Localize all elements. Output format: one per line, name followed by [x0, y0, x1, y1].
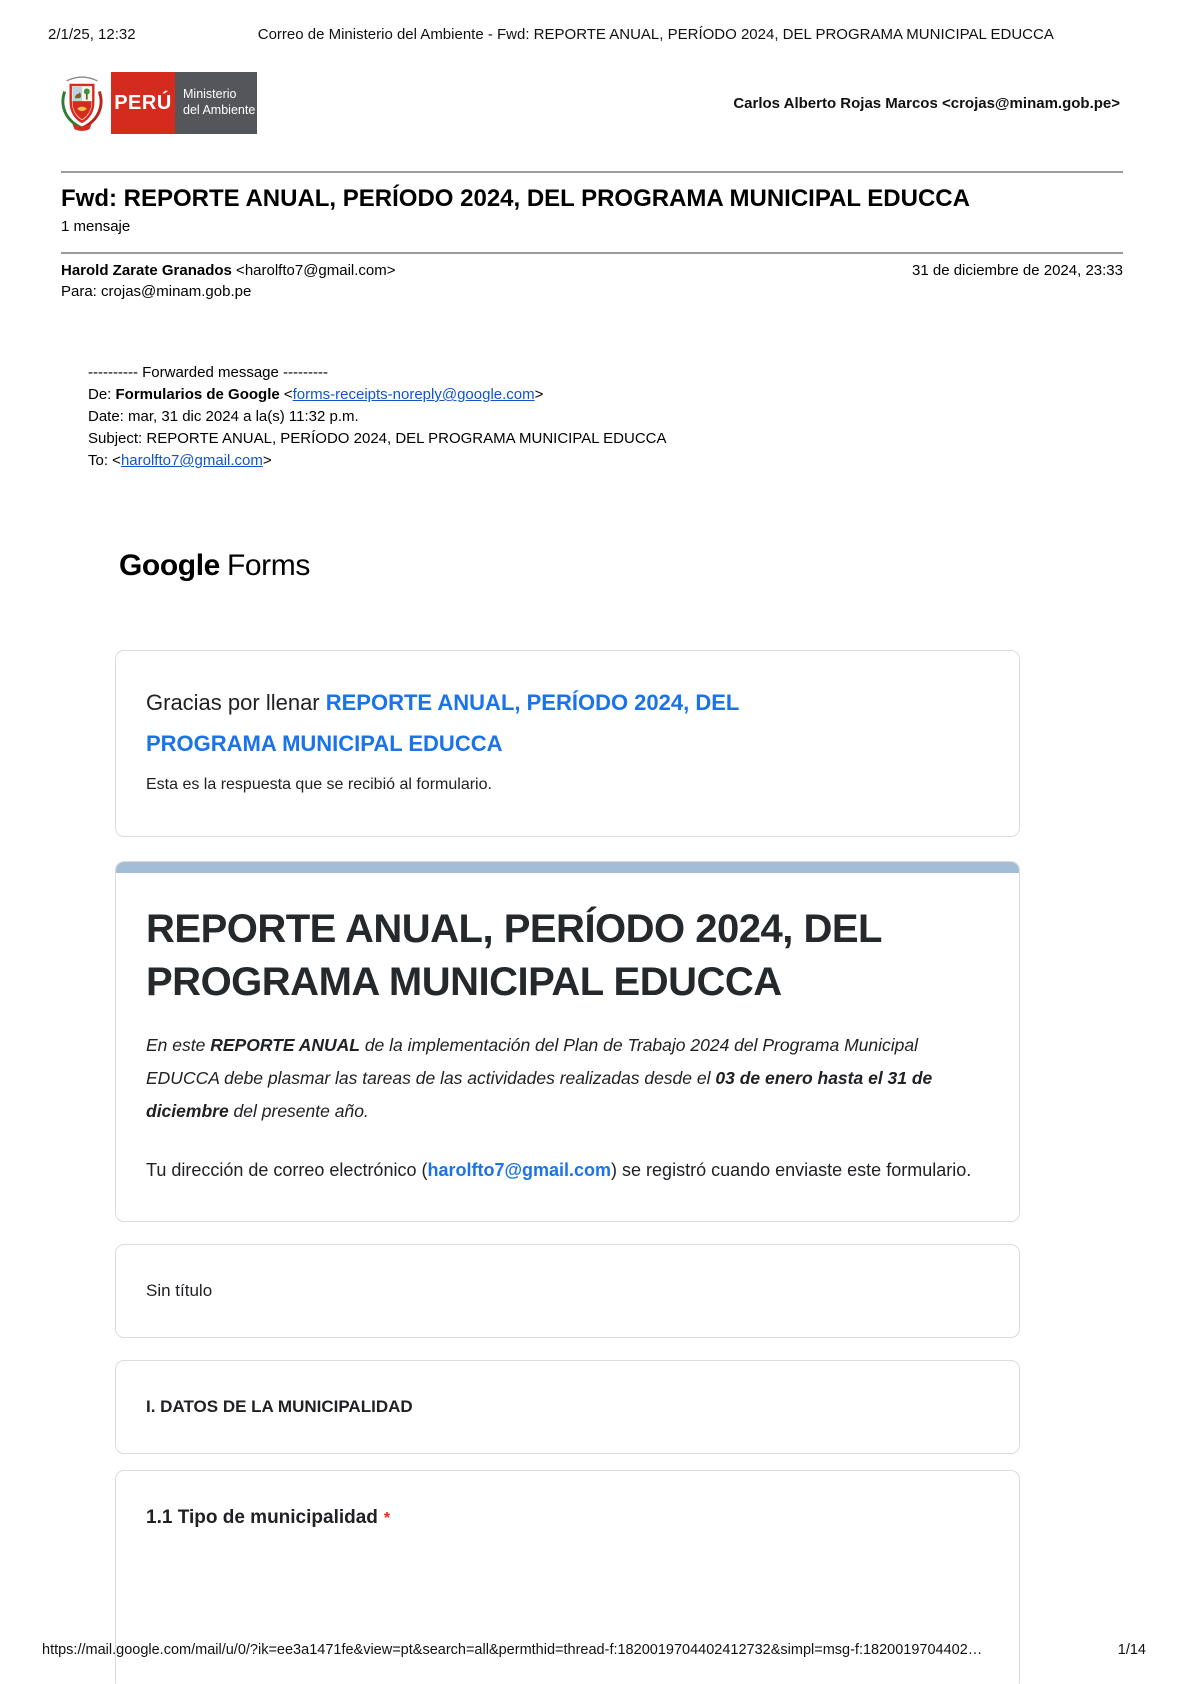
form-intro [146, 1029, 989, 1128]
untitled-label: Sin título [146, 1280, 213, 1300]
forwarded-from-bracket: < [279, 386, 293, 403]
form-intro-bold1: REPORTE ANUAL [210, 1034, 360, 1055]
form-email-link[interactable]: harolfto7@gmail.com [427, 1159, 612, 1180]
message-date: 31 de diciembre de 2024, 23:33 [912, 262, 1123, 279]
thread-subject: Fwd: REPORTE ANUAL, PERÍODO 2024, DEL PROGRAMA MUNICIPAL EDUCCA [61, 185, 970, 212]
google-wordmark: Google [119, 549, 220, 582]
account-owner: Carlos Alberto Rojas Marcos <crojas@minam.gob.pe> [733, 94, 1120, 112]
form-header-card [115, 861, 1020, 1222]
form-header-inner [116, 903, 1019, 1187]
forwarded-to-label: To: < [88, 452, 121, 469]
minam-logo [57, 72, 257, 134]
brand-row [57, 72, 1120, 134]
required-asterisk: * [383, 1509, 391, 1527]
print-doc-title: Correo de Ministerio del Ambiente - Fwd: REPORTE ANUAL, PERÍODO 2024, DEL PROGRAMA MUNICIPAL EDUCCA [257, 26, 1054, 43]
ministry-name-line2: del Ambiente [183, 103, 256, 117]
peru-flag-label: PERÚ [111, 72, 175, 134]
form-title-link[interactable]: REPORTE ANUAL, PERÍODO 2024, DEL PROGRAMA MUNICIPAL EDUCCA [146, 690, 739, 756]
footer-page-indicator: 1/14 [1117, 1642, 1146, 1658]
thanks-prefix: Gracias por llenar [146, 690, 326, 715]
ministry-name-line1: Ministerio [183, 87, 237, 102]
divider-top [61, 171, 1123, 173]
forwarded-from-name: Formularios de Google [115, 386, 280, 403]
form-email-note [146, 1154, 989, 1187]
recipient-line: Para: crojas@minam.gob.pe [61, 283, 252, 300]
form-response-cards [115, 650, 1020, 1684]
thanks-note: Esta es la respuesta que se recibió al formulario. [146, 776, 492, 794]
forwarded-to-line [88, 450, 1190, 472]
forwarded-from-line [88, 384, 1190, 406]
print-header [0, 0, 1190, 43]
forwarded-from-label: De: [88, 386, 116, 403]
section-title: I. DATOS DE LA MUNICIPALIDAD [146, 1396, 413, 1416]
forwarded-to-bracket-close: > [262, 452, 272, 469]
form-title: REPORTE ANUAL, PERÍODO 2024, DEL PROGRAMA MUNICIPAL EDUCCA [146, 907, 882, 1005]
thanks-text [146, 683, 846, 764]
form-intro-seg2: de la implementación del Plan de Trabajo 2024 del Programa Municipal EDUCCA debe plasmar las tareas de las actividades realizadas desde el [146, 1034, 919, 1088]
message-count: 1 mensaje [61, 218, 131, 235]
form-intro-seg1: En este [146, 1034, 211, 1055]
forwarded-subject-line: Subject: REPORTE ANUAL, PERÍODO 2024, DEL PROGRAMA MUNICIPAL EDUCCA [88, 430, 667, 447]
peru-coat-of-arms-icon [57, 72, 107, 134]
forwarded-separator: ---------- Forwarded message --------- [88, 364, 328, 381]
forwarded-from-bracket-close: > [534, 386, 544, 403]
sender-name: Harold Zarate Granados [61, 262, 232, 279]
form-email-seg2: ) se registró cuando enviaste este formulario. [611, 1159, 972, 1180]
sender-row [61, 262, 1123, 279]
forms-wordmark: Forms [226, 549, 310, 582]
sender-email: <harolfto7@gmail.com> [231, 262, 396, 279]
form-intro-seg3: del presente año. [228, 1100, 369, 1121]
ministry-name [175, 72, 257, 134]
question-label: 1.1 Tipo de municipalidad [146, 1506, 378, 1528]
forwarded-date-line: Date: mar, 31 dic 2024 a la(s) 11:32 p.m. [88, 408, 359, 425]
divider-message [61, 252, 1123, 254]
form-intro-bold2: 03 de enero hasta el 31 de diciembre [146, 1067, 933, 1121]
print-datetime: 2/1/25, 12:32 [48, 26, 136, 43]
sender-line [61, 262, 396, 279]
thanks-card [115, 650, 1020, 837]
google-forms-wordmark [119, 549, 1190, 583]
forwarded-block [88, 362, 1190, 472]
forwarded-to-email-link[interactable]: harolfto7@gmail.com [120, 452, 263, 469]
footer-url: https://mail.google.com/mail/u/0/?ik=ee3a1471fe&view=pt&search=all&permthid=thread-f:1820019704402412732&simpl=msg-f:1820019704402… [42, 1642, 983, 1658]
forwarded-from-email-link[interactable]: forms-receipts-noreply@google.com [292, 386, 535, 403]
section-card [115, 1360, 1020, 1454]
untitled-section-card [115, 1244, 1020, 1338]
form-email-seg1: Tu dirección de correo electrónico ( [146, 1159, 428, 1180]
print-footer [42, 1642, 1146, 1658]
form-accent-bar [116, 862, 1019, 873]
